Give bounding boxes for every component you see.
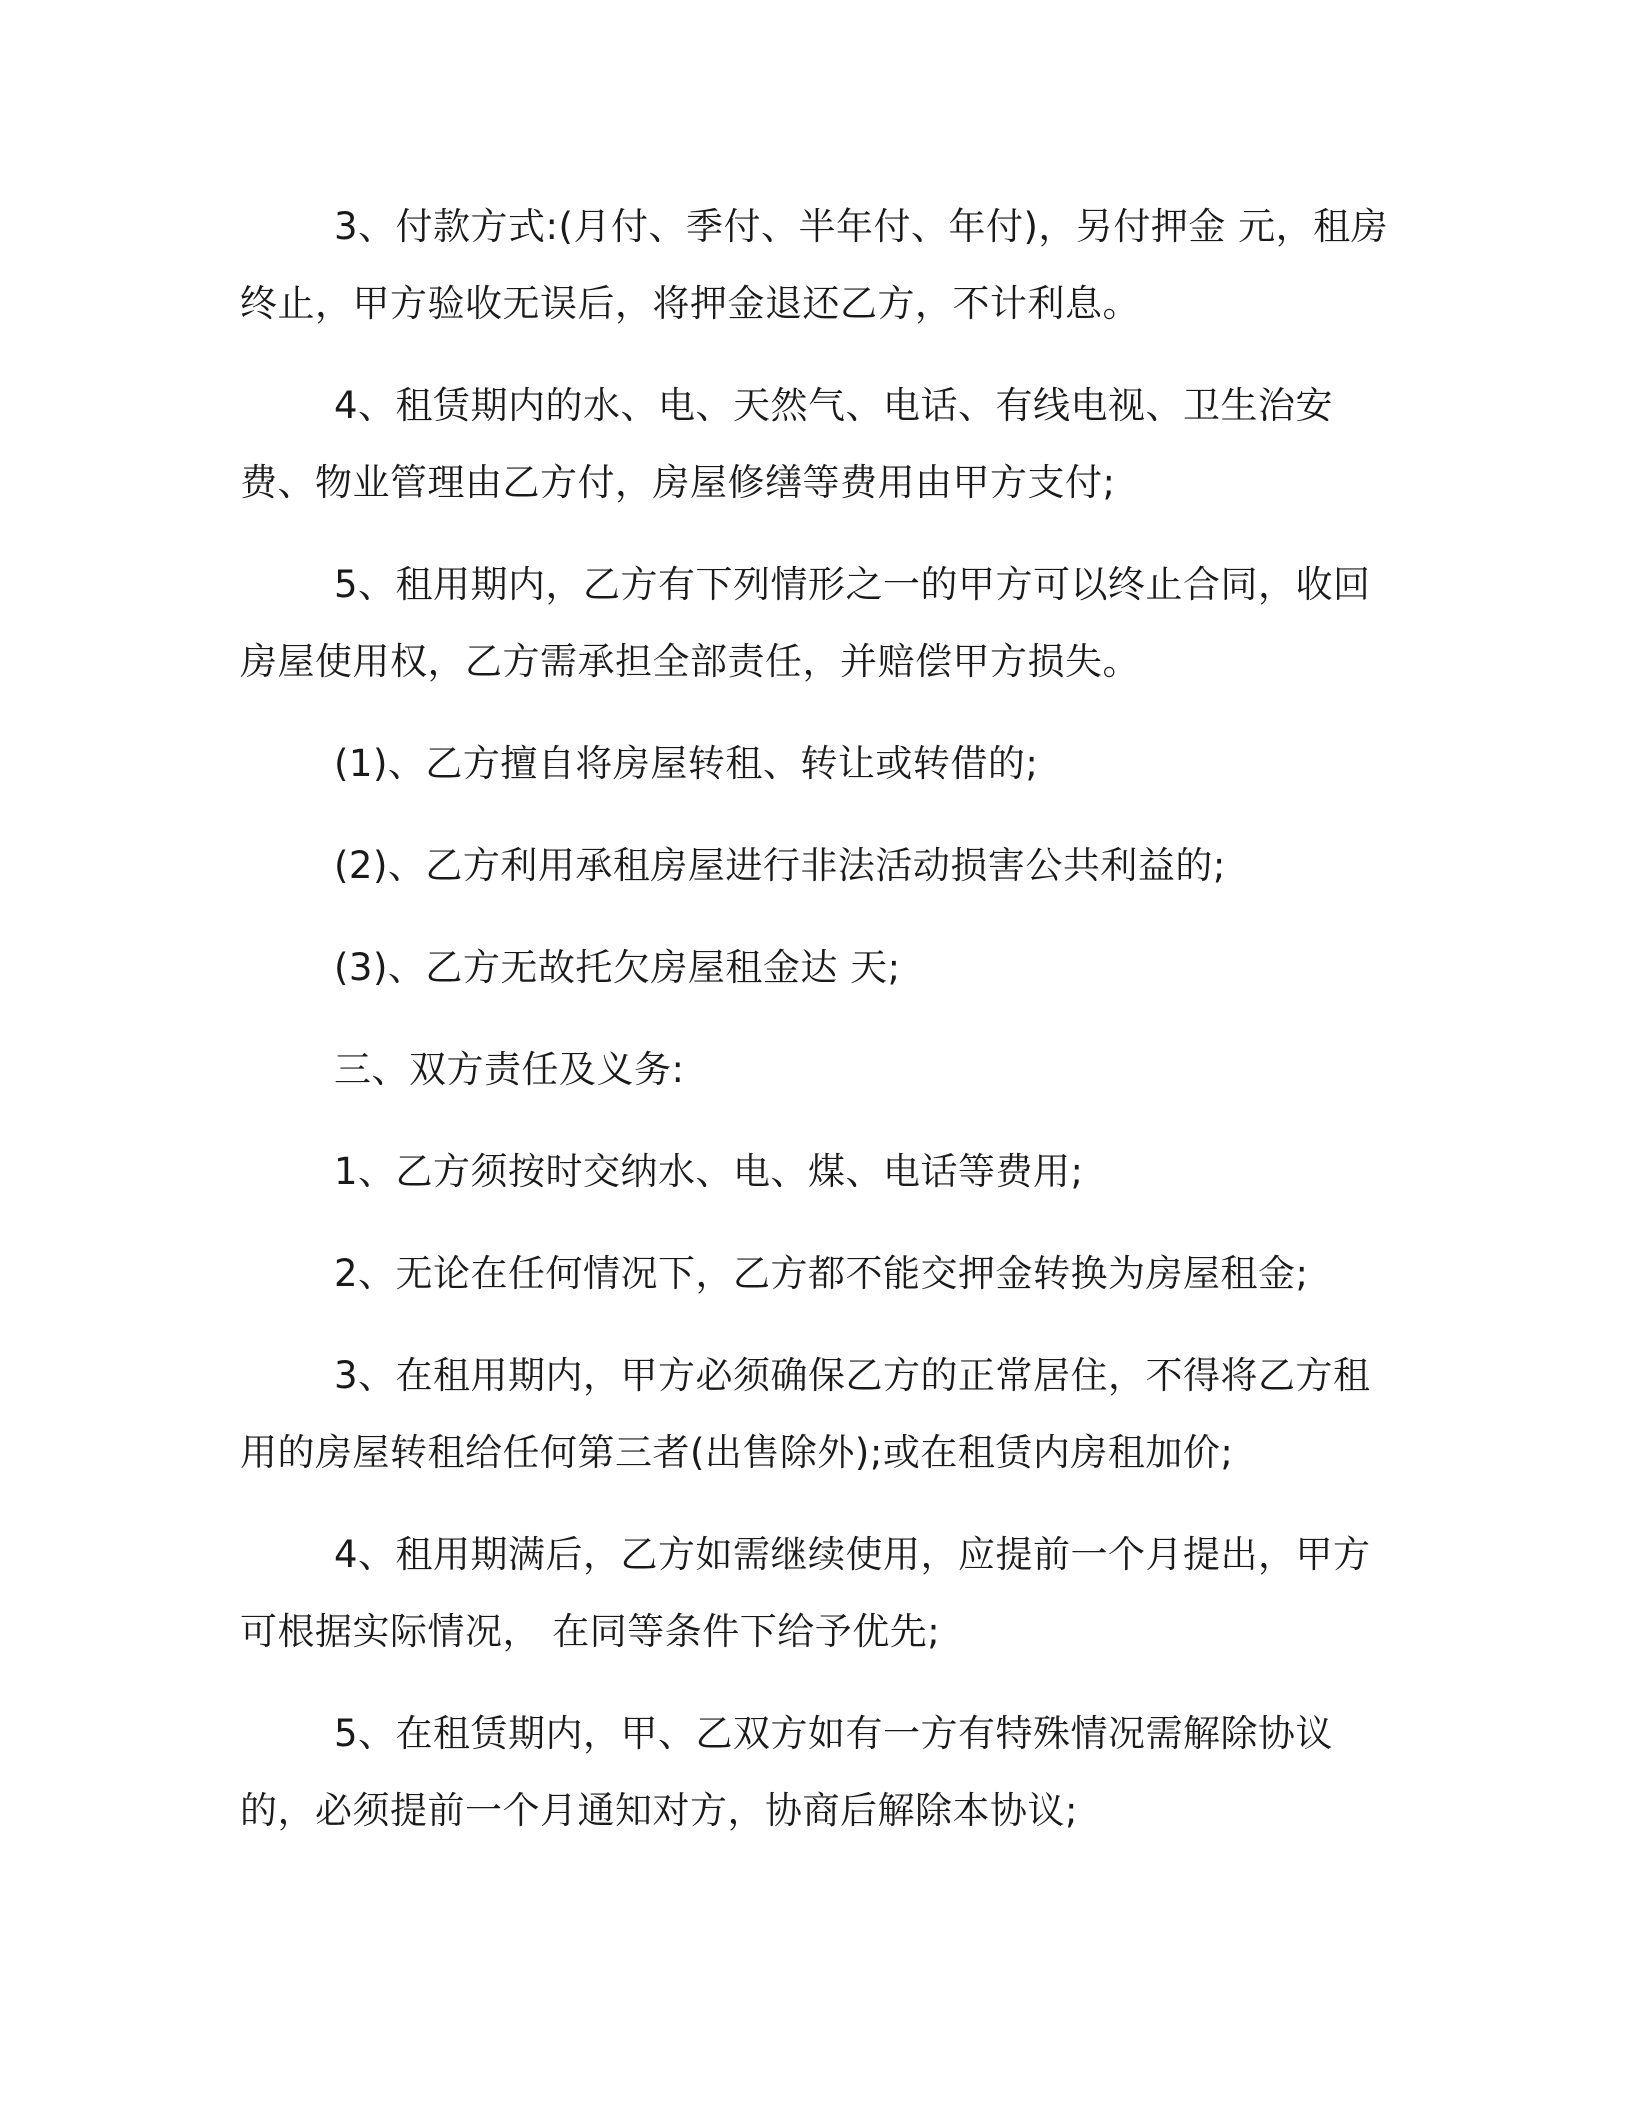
clause-illegal-activity: (2)、乙方利用承租房屋进行非法活动损害公共利益的; [334, 844, 1226, 887]
clause-landlord-guarantee: 3、在租用期内，甲方必须确保乙方的正常居住，不得将乙方租用的房屋转租给任何第三者(出售除外);或在租赁内房租加价; [240, 1354, 1371, 1474]
clause-tenant-pay-utilities: 1、乙方须按时交纳水、电、煤、电话等费用; [334, 1150, 1084, 1193]
clause-deposit-not-rent: 2、无论在任何情况下，乙方都不能交押金转换为房屋租金; [334, 1252, 1309, 1295]
clause-sublet: (1)、乙方擅自将房屋转租、转让或转借的; [334, 742, 1039, 785]
clause-rent-arrears: (3)、乙方无故托欠房屋租金达 天; [334, 946, 901, 989]
document-body [240, 188, 1400, 1849]
clause-payment-method: 3、付款方式:(月付、季付、半年付、年付)，另付押金 元，租房终止，甲方验收无误后，将押金退还乙方，不计利息。 [240, 205, 1389, 325]
clause-early-termination: 5、在租赁期内，甲、乙双方如有一方有特殊情况需解除协议的，必须提前一个月通知对方，协商后解除本协议; [240, 1712, 1334, 1832]
section-heading-responsibilities: 三、双方责任及义务: [334, 1048, 685, 1091]
clause-utilities-fees: 4、租赁期内的水、电、天然气、电话、有线电视、卫生治安费、物业管理由乙方付，房屋修缮等费用由甲方支付; [240, 384, 1334, 504]
clause-renewal-priority: 4、租用期满后，乙方如需继续使用，应提前一个月提出，甲方可根据实际情况， 在同等条件下给予优先; [240, 1533, 1371, 1653]
clause-termination-conditions: 5、租用期内，乙方有下列情形之一的甲方可以终止合同，收回房屋使用权，乙方需承担全部责任，并赔偿甲方损失。 [240, 563, 1371, 683]
